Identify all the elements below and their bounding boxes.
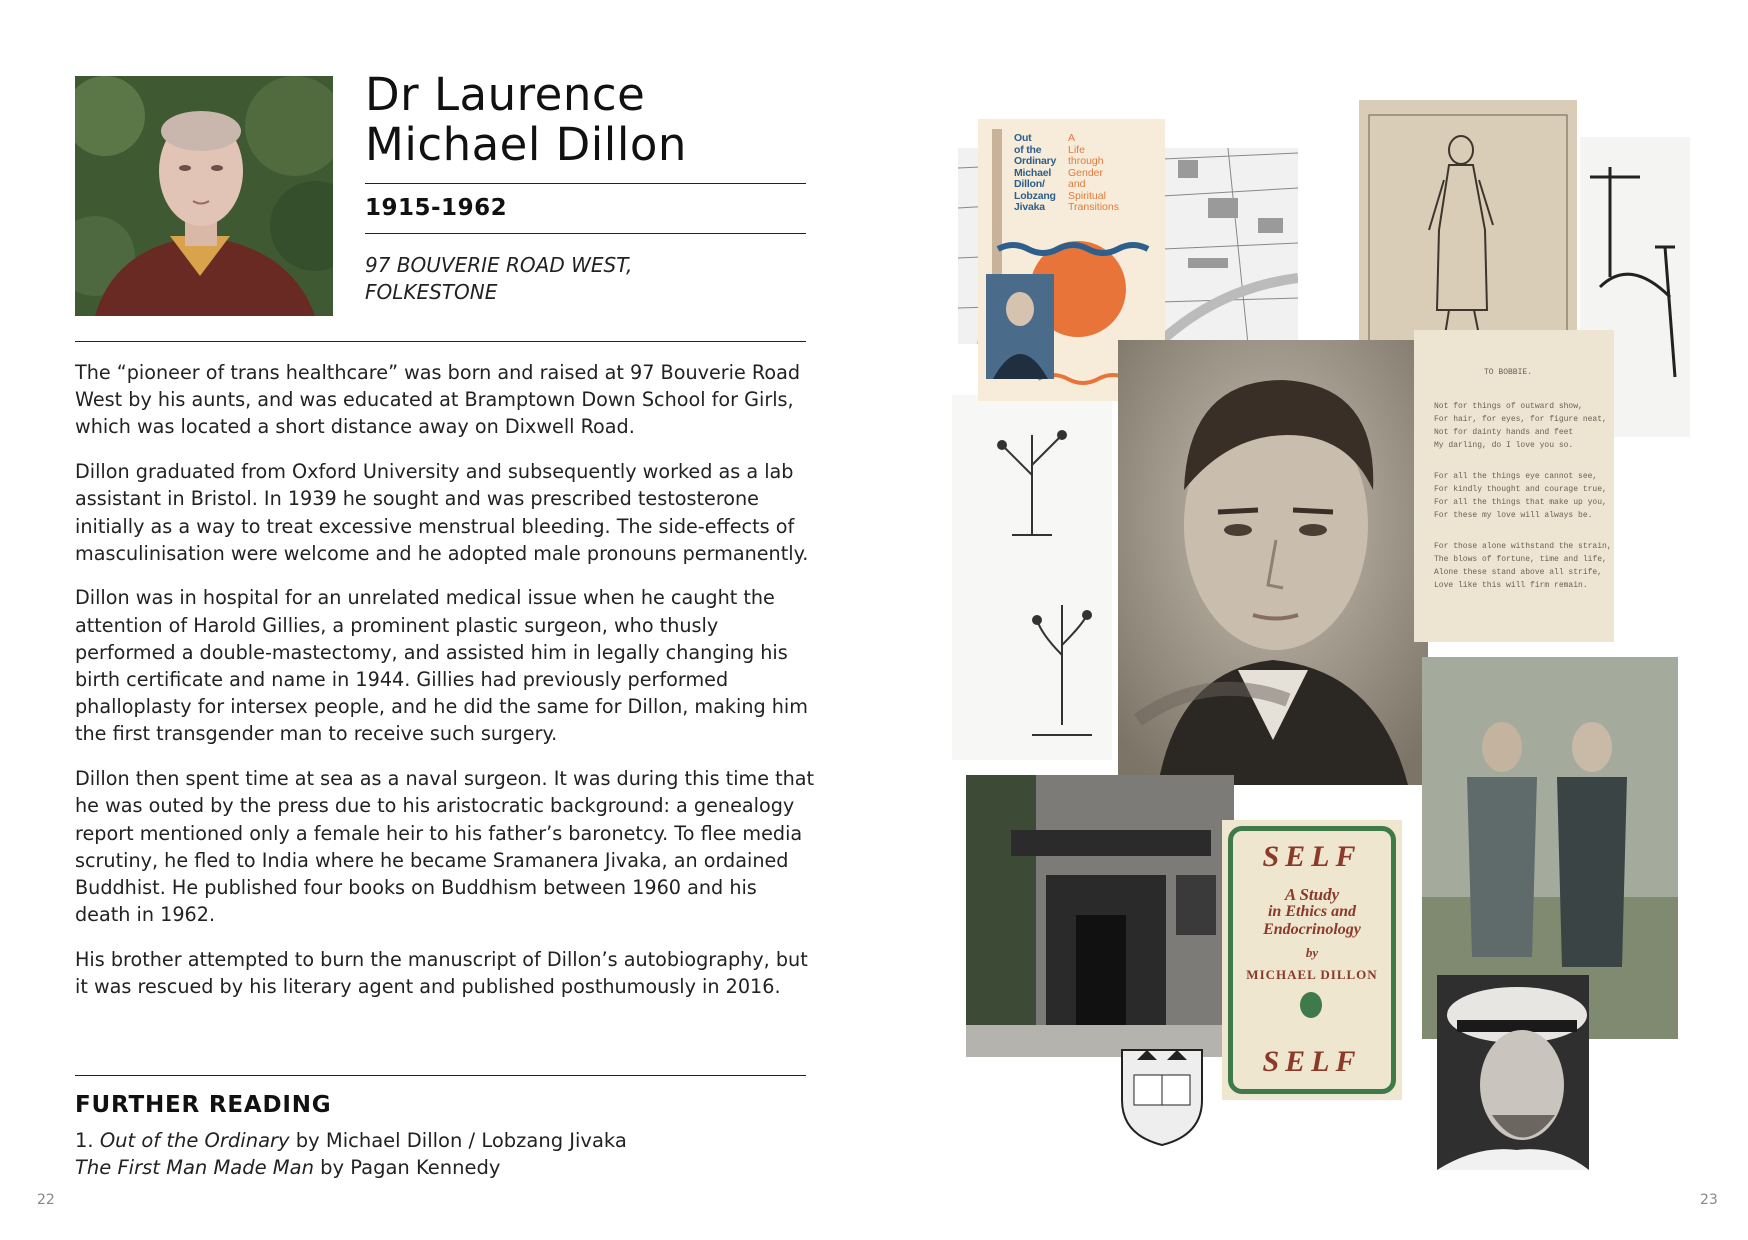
reading-item-author: by Michael Dillon / Lobzang Jivaka xyxy=(289,1129,627,1152)
further-reading-list xyxy=(75,1127,627,1181)
young-dillon-portrait xyxy=(1118,340,1428,785)
poem-heading: TO BOBBIE. xyxy=(1484,368,1533,377)
self-title-bottom: SELF xyxy=(1262,1045,1362,1078)
book-cover-self xyxy=(1222,820,1402,1100)
reading-item-author: by Pagan Kennedy xyxy=(313,1156,501,1179)
book-subtitle: A Life through Gender and Spiritual Transitions xyxy=(1068,132,1119,213)
name-line-2: Michael Dillon xyxy=(365,118,687,171)
reading-item-title: The First Man Made Man xyxy=(75,1156,314,1179)
sailor-photo xyxy=(1437,975,1589,1170)
paragraph: Dillon was in hospital for an unrelated medical issue when he caught the attention of Harold Gillies, a prominent plastic surgeon, who thusly performed a double-mastectomy, and assisted him in legally changing his birth certificate and name in 1944. Gillies had previously performed phalloplasty for intersex people, and he did the same for Dillon, making him the first transgender man to receive such surgery. xyxy=(75,586,808,746)
further-reading-heading: FURTHER READING xyxy=(75,1092,332,1118)
self-subtitle-3: Endocrinology xyxy=(1263,921,1361,938)
life-dates: 1915-1962 xyxy=(365,195,508,221)
page-number-left: 22 xyxy=(37,1192,55,1208)
building-photo xyxy=(966,775,1234,1057)
self-title: SELF xyxy=(1262,840,1362,873)
header-rule xyxy=(75,341,806,342)
crest-image xyxy=(1112,1040,1212,1150)
poem-typescript xyxy=(1414,330,1614,642)
portrait-photo xyxy=(75,76,333,316)
dates-rule xyxy=(365,233,806,234)
paragraph: His brother attempted to burn the manuscript of Dillon’s autobiography, but it was rescued by his literary agent and published posthumously in 2016. xyxy=(75,947,808,999)
right-page-collage xyxy=(874,0,1748,1240)
self-by: by xyxy=(1305,945,1319,960)
biography-text xyxy=(75,359,815,1018)
self-subtitle-2: in Ethics and xyxy=(1267,903,1357,920)
botanical-sketch-image xyxy=(952,395,1112,760)
punch-cartoon-image xyxy=(1359,100,1577,362)
footer-rule xyxy=(75,1075,806,1076)
poem-stanza: For all the things eye cannot see, For kindly thought and courage true, For all the things that make up you, For these my love will always be. xyxy=(1434,472,1607,520)
reading-item xyxy=(75,1154,627,1181)
name-line-1: Dr Laurence xyxy=(365,68,646,121)
title-rule xyxy=(365,183,806,184)
paragraph: The “pioneer of trans healthcare” was born and raised at 97 Bouverie Road West by his aunts, and was educated at Bramptown Down School for Girls, which was located a short distance away on Dixwell Road. xyxy=(75,361,801,439)
self-author: MICHAEL DILLON xyxy=(1246,967,1378,982)
address-line-2: FOLKESTONE xyxy=(365,280,498,304)
poem-stanza: For those alone withstand the strain, The blows of fortune, time and life, Alone these stand above all strife, Love like this will firm remain. xyxy=(1434,542,1612,590)
reading-item-number: 1. xyxy=(75,1129,100,1152)
publisher-emblem-icon xyxy=(1300,992,1322,1018)
self-subtitle-1: A Study xyxy=(1284,885,1340,904)
paragraph: Dillon graduated from Oxford University and subsequently worked as a lab assistant in Bristol. In 1939 he sought and was prescribed testosterone initially as a way to treat excessive menstrual bleeding. The side-effects of masculinisation were welcome and he adopted male pronouns permanently. xyxy=(75,460,809,565)
book-title: Out of the Ordinary Michael Dillon/ Lobzang Jivaka xyxy=(1014,132,1057,213)
address-line-1: 97 BOUVERIE ROAD WEST, xyxy=(365,253,633,277)
reading-item-title: Out of the Ordinary xyxy=(99,1129,290,1152)
address xyxy=(365,252,765,306)
person-name xyxy=(365,70,805,170)
reading-item xyxy=(75,1127,627,1154)
poem-stanza: Not for things of outward show, For hair, for eyes, for figure neat, Not for dainty hands and feet My darling, do I love you so. xyxy=(1434,402,1607,450)
page-number-right: 23 xyxy=(1700,1192,1718,1208)
paragraph: Dillon then spent time at sea as a naval surgeon. It was during this time that he was outed by the press due to his aristocratic background: a genealogy report mentioned only a female heir to his father’s baronetcy. To flee media scrutiny, he fled to India where he became Sramanera Jivaka, an ordained Buddhist. He published four books on Buddhism between 1960 and his death in 1962. xyxy=(75,767,815,927)
